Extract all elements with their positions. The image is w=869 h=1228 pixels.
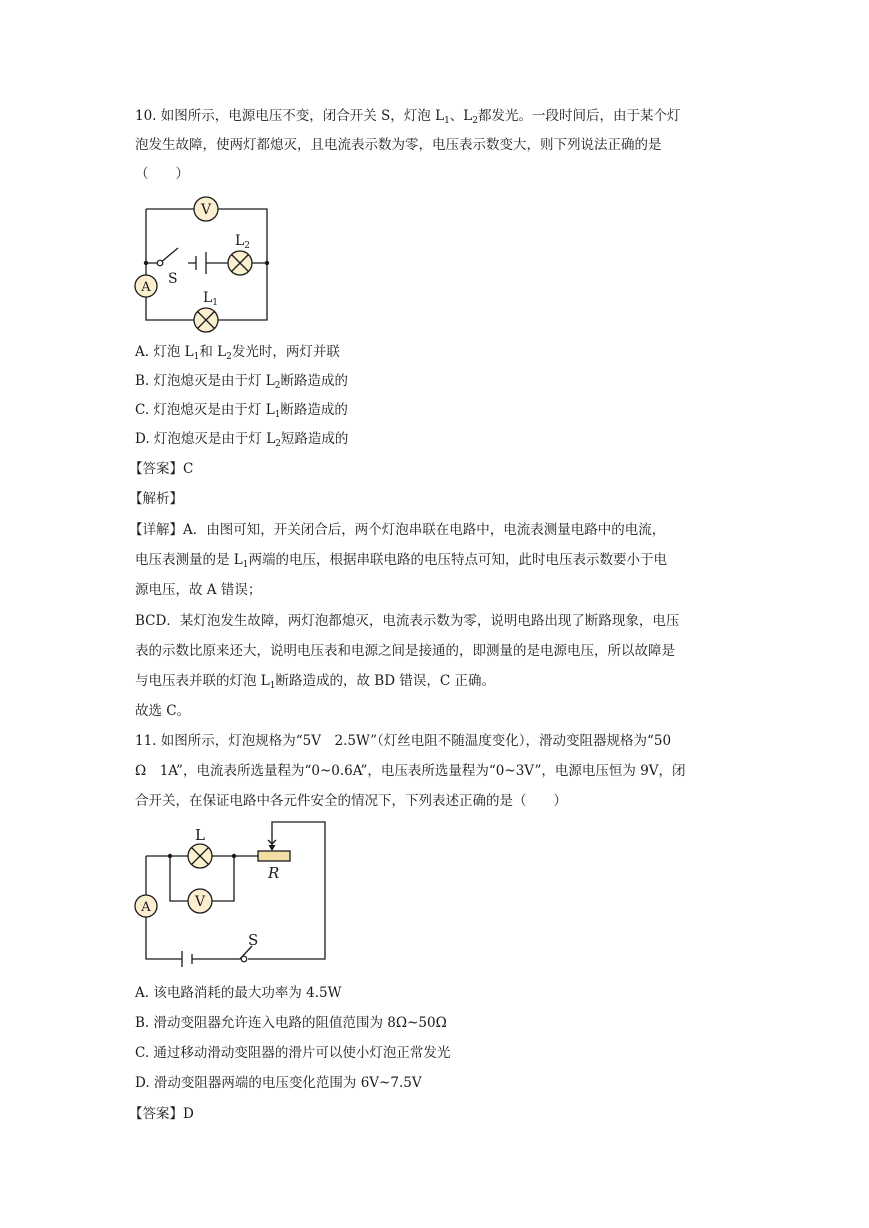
junction-dot [168,854,172,858]
q10-stem-line-1: 10. 如图所示，电源电压不变，闭合开关 S，灯泡 $L_1$、$L_2$都发光。一段时间后，由于某个灯 [135,108,681,126]
lamp-l1-label: $L_1$ [203,290,219,308]
lamp-l1-icon [194,308,218,332]
q11-option-a: A. 该电路消耗的最大功率为 4.5W [135,985,342,1001]
q11-stem-line-1: 11. 如图所示，灯泡规格为“5V 2.5W”（灯丝电阻不随温度变化），滑动变阻器规格为“50 [135,733,672,749]
switch-contact [157,260,163,266]
q11-stem-line-2: Ω 1A”，电流表所选量程为“0~0.6A”，电压表所选量程为“0~3V”，电源电压恒为 9V，闭 [135,763,686,779]
q11-answer: 【答案】D [129,1106,194,1122]
junction-dot [232,854,236,858]
q11-option-b: B. 滑动变阻器允许连入电路的阻值范围为 8Ω~50Ω [135,1015,447,1031]
svg-text:A: A [141,900,151,915]
q10-conclusion: 故选 C。 [135,703,191,719]
voltmeter-icon [188,889,212,913]
q11-option-d: D. 滑动变阻器两端的电压变化范围为 6V~7.5V [135,1075,422,1091]
rheostat-icon [258,840,290,861]
lamp-l-icon [188,844,212,868]
q11-option-c: C. 通过移动滑动变阻器的滑片可以使小灯泡正常发光 [135,1045,451,1061]
junction-dot [144,261,148,265]
q11-circuit-diagram [130,818,335,973]
q10-detail-line-4: BCD．某灯泡发生故障，两灯泡都熄灭，电流表示数为零，说明电路出现了断路现象，电压 [135,613,680,629]
q10-option-d: D. 灯泡熄灭是由于灯 $L_2$短路造成的 [135,431,349,449]
q10-detail-line-3: 源电压，故 A 错误； [135,582,262,598]
q10-stem-line-2: 泡发生故障，使两灯都熄灭，且电流表示数为零，电压表示数变大，则下列说法正确的是 [135,137,662,153]
q10-detail-line-6: 与电压表并联的灯泡 $L_1$断路造成的，故 BD 错误，C 正确。 [135,673,495,691]
q10-option-c: C. 灯泡熄灭是由于灯 $L_1$断路造成的 [135,402,348,420]
junction-dot [265,261,269,265]
rheostat-label: R [268,864,280,882]
q10-answer: 【答案】C [129,461,194,477]
svg-text:A: A [141,280,151,295]
q10-detail-line-1: 【详解】A．由图可知，开关闭合后，两个灯泡串联在电路中，电流表测量电路中的电流， [129,522,666,538]
q10-option-a: A. 灯泡 $L_1$和 $L_2$发光时，两灯并联 [135,344,340,362]
svg-text:V: V [200,202,212,218]
lamp-label: L [195,826,205,844]
q10-analysis-label: 【解析】 [129,491,183,507]
q10-option-b: B. 灯泡熄灭是由于灯 $L_2$断路造成的 [135,373,348,391]
svg-text:V: V [194,894,206,910]
q10-stem-line-3: （ ） [135,166,189,182]
voltmeter-icon [194,197,218,221]
switch-label: S [168,271,178,287]
ammeter-icon [135,895,157,917]
ammeter-icon [135,275,157,297]
lamp-l2-label: $L_2$ [235,233,251,251]
switch-label: S [248,931,259,949]
q10-circuit-diagram [130,192,280,337]
q10-detail-line-2: 电压表测量的是 $L_1$两端的电压，根据串联电路的电压特点可知，此时电压表示数要小于电 [135,552,667,570]
lamp-l2-icon [228,251,252,275]
q10-detail-line-5: 表的示数比原来还大，说明电压表和电源之间是接通的，即测量的是电源电压，所以故障是 [135,643,675,659]
q11-stem-line-3: 合开关，在保证电路中各元件安全的情况下，下列表述正确的是（ ） [135,793,567,809]
switch-contact [241,956,247,962]
